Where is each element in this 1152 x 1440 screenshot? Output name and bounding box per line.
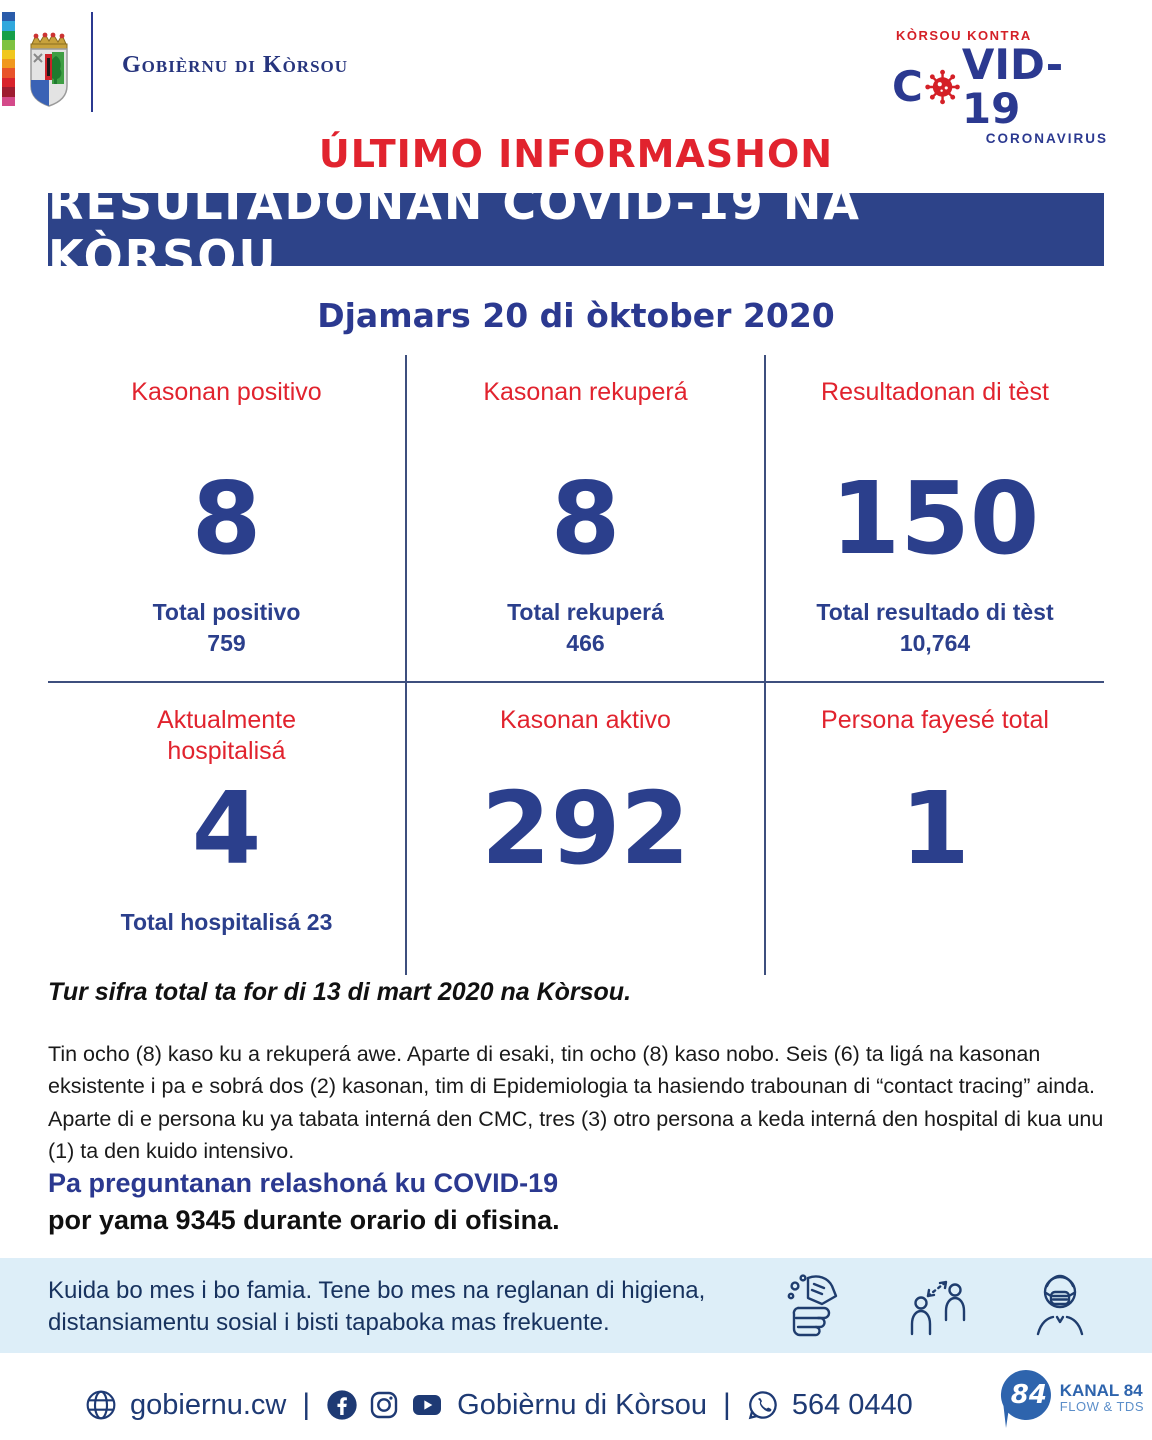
whatsapp-icon[interactable] (747, 1389, 779, 1421)
social-account-name: Gobièrnu di Kòrsou (457, 1388, 708, 1421)
youtube-icon[interactable] (410, 1389, 444, 1421)
stat-total-label: Total rekuperá (507, 599, 664, 625)
stat-label: Kasonan aktivo (500, 706, 671, 734)
stat-cell-aktivo (407, 683, 766, 975)
stats-grid (48, 355, 1104, 975)
hygiene-line-2: distansiamentu sosial i bisti tapaboka mas frekuente. (48, 1309, 610, 1337)
footer-separator: | (723, 1388, 731, 1421)
kanal84-text (1060, 1368, 1144, 1413)
stat-label: Persona fayesé total (821, 706, 1049, 734)
stat-total (121, 907, 333, 938)
stat-cell-fayese (766, 683, 1104, 975)
hygiene-band (0, 1258, 1152, 1353)
kicker-heading: ÚLTIMO INFORMASHON (318, 132, 834, 176)
kanal84-name: KANAL 84 (1059, 1381, 1143, 1400)
hygiene-line-1: Kuida bo mes i bo famia. Tene bo mes na reglanan di higiena, (48, 1277, 706, 1304)
kanal84-sub: FLOW & TDS (1059, 1398, 1144, 1414)
stat-label: Aktualmente hospitalisá (157, 706, 296, 766)
report-date: Djamars 20 di òktober 2020 (317, 296, 835, 335)
campaign-covid-wordmark (892, 40, 1110, 134)
org-name: Gobièrnu di Kòrsou (122, 52, 349, 78)
update-paragraph: Tin ocho (8) kaso ku a rekuperá awe. Aparte di esaki, tin ocho (8) kaso nobo. Seis (6) ta ligá na kasonan eksistente i pa e sobrá dos (2) kasonan, tim di Epidemiologia ta hasiendo trabounan di “contact tracing” ainda. Aparte di e persona ku ya tabata interná den CMC, tres (3) otro persona a keda interná den hospital di kua unu (1) ta den kuido intensivo. (48, 1042, 1104, 1163)
stat-total-label: Total hospitalisá 23 (120, 909, 333, 935)
virus-icon (924, 67, 961, 107)
stat-value: 150 (830, 460, 1040, 577)
stat-total (507, 597, 664, 659)
contact-line-2: por yama 9345 durante orario di ofisina. (48, 1205, 560, 1235)
social-icons (326, 1389, 444, 1421)
campaign-subtitle: CORONAVIRUS (985, 131, 1108, 147)
website-link[interactable]: gobiernu.cw (130, 1388, 287, 1421)
stat-value: 1 (900, 770, 970, 887)
title-banner: RESULTADONAN COVID-19 NA KÒRSOU (48, 193, 1104, 266)
stat-total (153, 597, 301, 659)
hygiene-icons (784, 1270, 1092, 1340)
stat-value: 4 (191, 770, 262, 887)
wash-hands-icon (784, 1270, 848, 1340)
face-mask-icon (1028, 1270, 1092, 1340)
covid-rest: VID-19 (961, 40, 1064, 134)
covid-c: C (892, 62, 923, 112)
header-divider (91, 12, 93, 112)
stat-cell-test (766, 355, 1104, 683)
kanal84-badge: 84 (1010, 1380, 1047, 1410)
stat-cell-positivo (48, 355, 407, 683)
stat-total-value: 759 (207, 630, 246, 657)
kanal84-logo (998, 1368, 1144, 1430)
stat-label: Kasonan positivo (131, 378, 322, 406)
kanal84-bubble (998, 1368, 1054, 1430)
stat-total-label: Total resultado di tèst (816, 599, 1054, 625)
stat-cell-rekupera (407, 355, 766, 683)
stat-value: 8 (191, 460, 262, 577)
facebook-icon[interactable] (326, 1389, 358, 1421)
hygiene-text (48, 1275, 705, 1340)
stat-cell-hospitalisa (48, 683, 407, 975)
campaign-logo (892, 28, 1110, 146)
instagram-icon[interactable] (368, 1389, 400, 1421)
campaign-tagline: KÒRSOU KONTRA (896, 28, 1032, 43)
stat-label: Kasonan rekuperá (483, 378, 688, 406)
stat-label: Resultadonan di tèst (821, 378, 1049, 406)
stat-total (816, 597, 1053, 659)
social-distance-icon (906, 1270, 970, 1340)
phone-number[interactable]: 564 0440 (791, 1388, 913, 1421)
rainbow-stripe (2, 12, 15, 106)
stat-value: 8 (550, 460, 621, 577)
stat-total-value: 10,764 (899, 630, 971, 657)
stat-value: 292 (481, 770, 690, 887)
stat-total-label: Total positivo (152, 599, 301, 625)
footer-separator: | (302, 1388, 311, 1421)
footer (85, 1382, 913, 1428)
disclaimer-text: Tur sifra total ta for di 13 di mart 2020 na Kòrsou. (48, 978, 632, 1006)
contact-line-1: Pa preguntanan relashoná ku COVID-19 (48, 1168, 559, 1198)
globe-icon (85, 1389, 117, 1421)
stat-total-value: 466 (566, 630, 605, 657)
coat-of-arms-icon (26, 30, 72, 108)
